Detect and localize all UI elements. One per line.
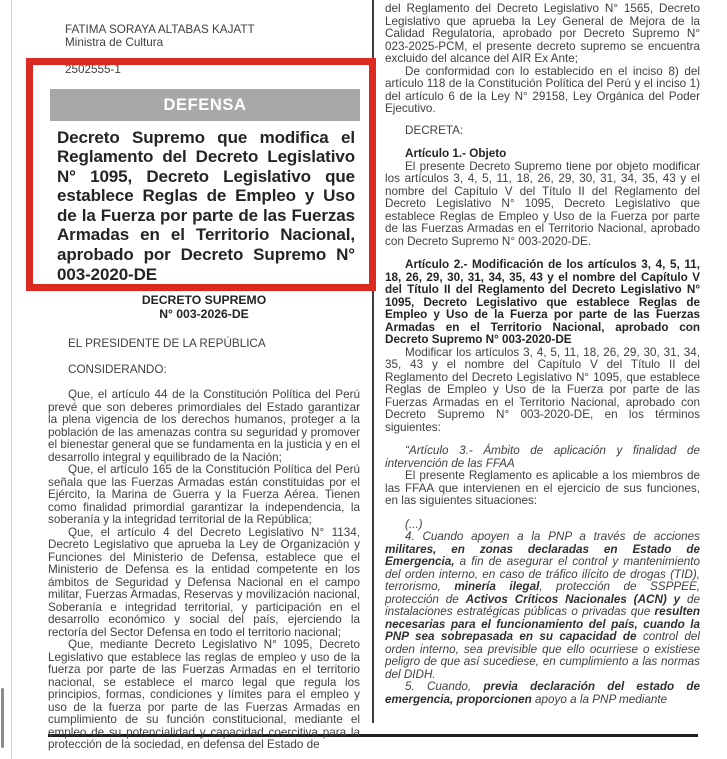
- article-2-body: Modificar los artículos 3, 4, 5, 11, 18, 26, 29, 30, 31, 34, 35, 43 y el nombre del Capítulo V del Título II del Reglamento del Decreto Legislativo N° 1095, que establece Reglas de Empleo y Uso de la Fuerza por parte de las Fuerzas Armadas en el Territorio Nacional, aprobado con Decreto Supremo N° 003-2020-DE, en los términos siguientes:: [385, 345, 700, 434]
- column-divider: [372, 0, 374, 723]
- signature-role: Ministra de Cultura: [65, 35, 164, 49]
- ellipsis-marker: (...): [405, 517, 423, 531]
- page-edge-line: [11, 0, 12, 759]
- considering-label: CONSIDERANDO:: [68, 362, 167, 376]
- right-column: [385, 3, 700, 725]
- conformity-paragraph: De conformidad con lo establecido en el inciso 8) del artículo 118 de la Constitución Política del Perú y el inciso 1) del artículo 6 de la Ley N° 29158, Ley Orgánica del Poder Ejecutivo.: [385, 64, 700, 115]
- decreta-label: DECRETA:: [405, 123, 464, 137]
- left-column: [48, 24, 360, 752]
- recital-paragraph-3: Que, el artículo 4 del Decreto Legislativo N° 1134, Decreto Legislativo que aprueba la Ley de Organización y Funciones del Ministerio de Defensa, establece que el Ministerio de Defensa es la entidad competente en los ámbitos de Seguridad y Defensa Nacional en el campo militar, Fuerzas Armadas, Reservas y movilización nacional, Soberanía e integridad territorial, y participación en el desarrollo económico y social del país, ejerciendo la rectoría del Sector Defensa en todo el territorio nacional;: [48, 525, 360, 639]
- recital-paragraph-4: Que, mediante Decreto Legislativo N° 1095, Decreto Legislativo que establece las reglas de empleo y uso de la fuerza por parte de las Fuerzas Armadas en el territorio nacional, se establece el marco legal que regula los principios, formas, condiciones y límites para el empleo y uso de la fuerza por parte de las Fuerzas Armadas en cumplimiento de su función constitucional, mediante el empleo de su potencialidad y capacidad coercitiva para la protección de la sociedad, en defensa del Estado de: [48, 638, 360, 752]
- article-3-heading: “Artículo 3.- Ámbito de aplicación y finalidad de intervención de las FFAA: [385, 444, 700, 470]
- article-1-body: El presente Decreto Supremo tiene por objeto modificar los artículos 3, 4, 5, 11, 18, 26, 29, 30, 31, 34, 35, 43 y el nombre del Capítulo V del Título II del Reglamento del Decreto Legislativo N° 1095, Decreto Legislativo que establece Reglas de Empleo y Uso de la Fuerza por parte de las Fuerzas Armadas en el Territorio Nacional, aprobado con Decreto Supremo N° 003-2020-DE.: [385, 159, 700, 248]
- recital-paragraph-2: Que, el artículo 165 de la Constitución Política del Perú señala que las Fuerzas Armadas están constituidas por el Ejército, la Marina de Guerra y la Fuerza Aérea. Tienen como finalidad primordial garantizar la independencia, la soberanía y la integridad territorial de la República;: [48, 463, 360, 527]
- continuation-paragraph: del Reglamento del Decreto Legislativo N° 1565, Decreto Legislativo que aprueba la Ley General de Mejora de la Calidad Regulatoria, aprobado por Decreto Supremo N° 023-2025-PCM, el presente decreto supremo se encuentra excluido del alcance del AIR Ex Ante;: [385, 3, 700, 65]
- recital-paragraph-1: Que, el artículo 44 de la Constitución Política del Perú prevé que son deberes primordiales del Estado garantizar la plena vigencia de los derechos humanos, proteger a la población de las amenazas contra su seguridad y promover el bienestar general que se fundamenta en la justicia y en el desarrollo integral y equilibrado de la Nación;: [48, 388, 360, 464]
- section-banner: DEFENSA: [50, 89, 360, 121]
- signature-name: FATIMA SORAYA ALTABAS KAJATT: [65, 23, 255, 36]
- numeral-5-paragraph: 5. Cuando, previa declaración del estado de emergencia, proporcionen apoyo a la PNP mediante: [385, 680, 700, 706]
- article-3-body: El presente Reglamento es aplicable a los miembros de las FFAA que intervienen en el ejercicio de sus funciones, en las siguientes situaciones:: [385, 469, 700, 507]
- article-2-heading: Artículo 2.- Modificación de los artículos 3, 4, 5, 11, 18, 26, 29, 30, 31, 34, 35, 43 y el nombre del Capítulo V del Título II del Reglamento del Decreto Legislativo N° 1095, Decreto Legislativo que establece Reglas de Empleo y Uso de la Fuerza por parte de las Fuerzas Armadas en el Territorio Nacional, aprobado con Decreto Supremo N° 003-2020-DE: [385, 258, 700, 346]
- article-1-heading: Artículo 1.- Objeto: [405, 147, 507, 160]
- president-line: EL PRESIDENTE DE LA REPÚBLICA: [68, 337, 266, 351]
- numeral-4-paragraph: 4. Cuando apoyen a la PNP a través de acciones militares, en zonas declaradas en Estado de Emergencia, a fin de asegurar el control y mantenimiento del orden interno, en caso de tráfico ilícito de drogas (TID), terrorismo, minería ilegal, protección de SSPPEE, protección de Activos Críticos Nacionales (ACN) y de instalaciones estratégicas públicas o privadas que resulten necesarias para el funcionamiento del país, cuando la PNP sea sobrepasada en su capacidad de control del orden interno, sea previsible que ello ocurriese o existiese peligro de que así sucediese, en cumplimiento a las normas del DIDH.: [385, 530, 700, 681]
- decree-number-heading: [48, 293, 360, 321]
- publication-code: 2502555-1: [65, 63, 121, 76]
- decree-number-line2: N° 003-2026-DE: [159, 307, 249, 322]
- decree-title: Decreto Supremo que modifica el Reglamento del Decreto Legislativo N° 1095, Decreto Legislativo que establece Reglas de Empleo y Uso de la Fuerza por parte de las Fuerzas Armadas en el Territorio Nacional, aprobado por Decreto Supremo N° 003-2020-DE: [57, 127, 355, 284]
- scrollbar-thumb[interactable]: [1, 688, 4, 748]
- decree-number-line1: DECRETO SUPREMO: [141, 293, 267, 308]
